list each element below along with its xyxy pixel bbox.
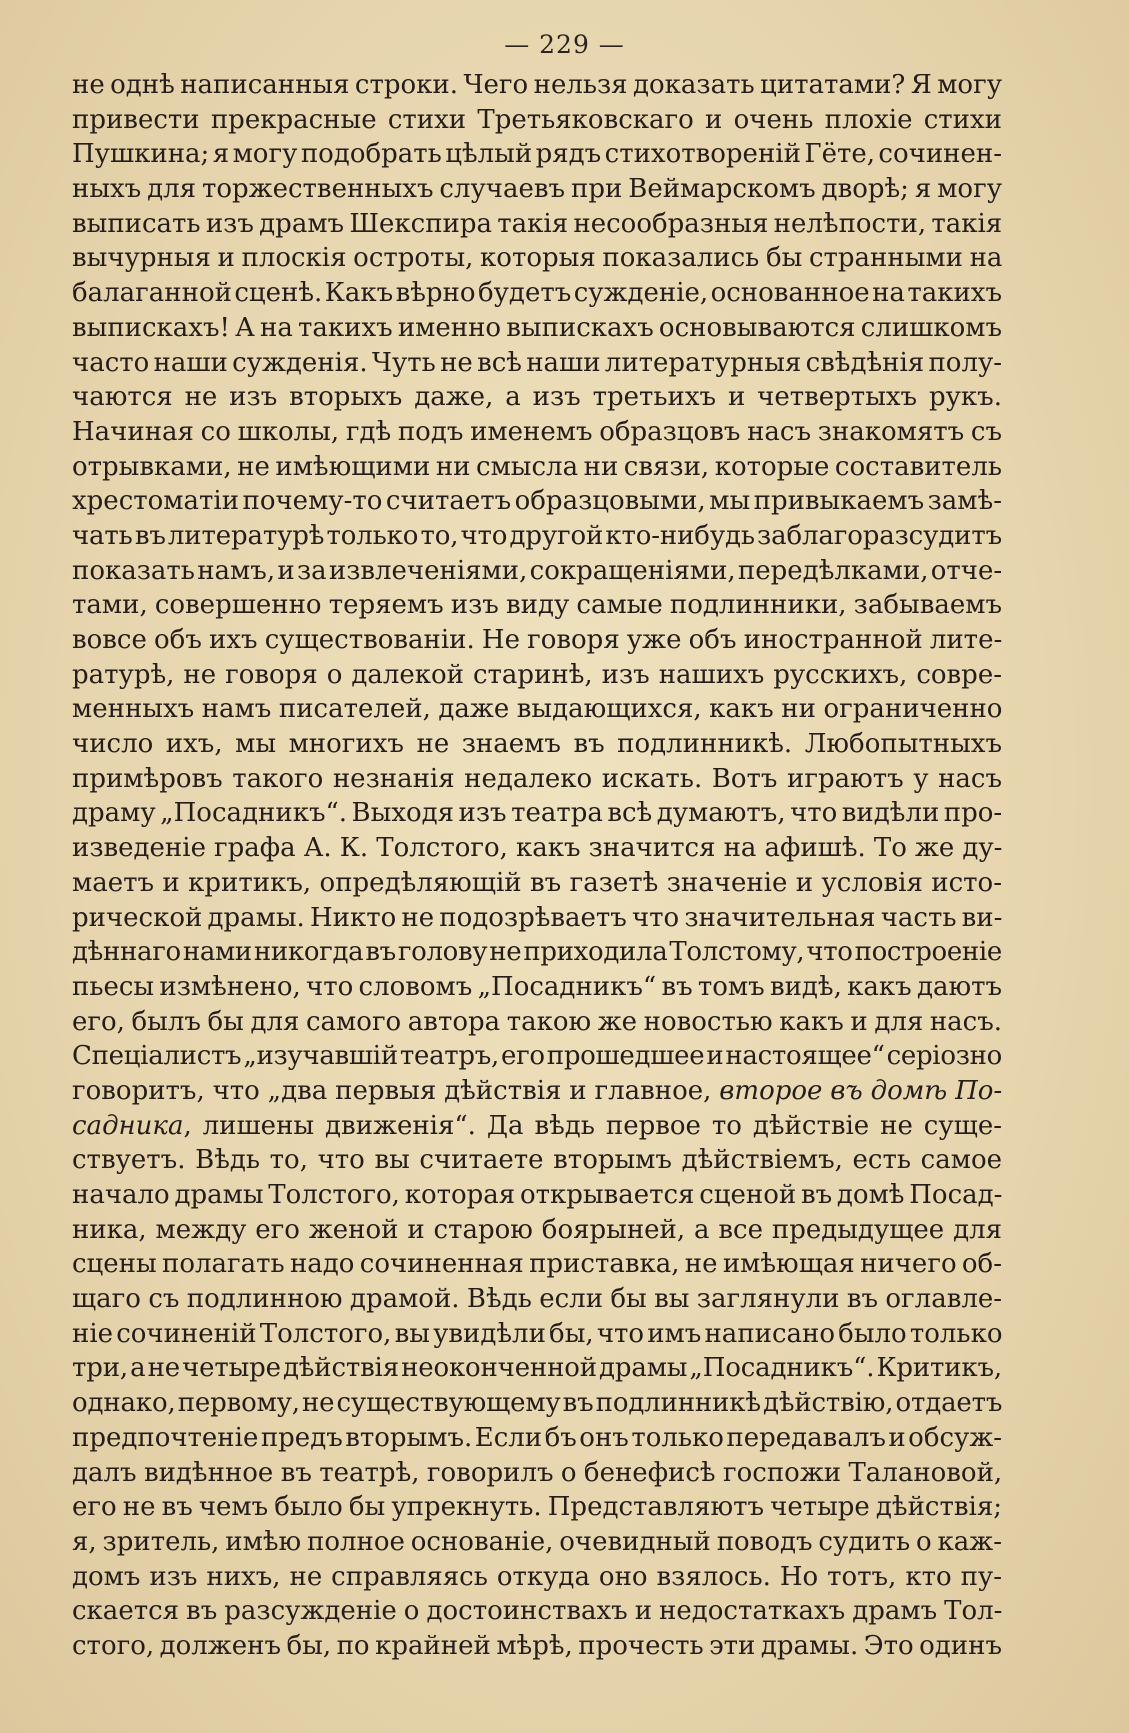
- text-line: сцены полагать надо сочиненная приставка, не имѣющая ничего об-: [72, 1249, 1002, 1280]
- text-line: изведеніе графа А. К. Толстого, какъ значится на афишѣ. То же ду-: [72, 833, 1002, 864]
- text-line: Начиная со школы, гдѣ подъ именемъ образцовъ насъ знакомятъ съ: [72, 416, 1002, 447]
- italic-segment: второе въ домѣ По-: [719, 1075, 1002, 1106]
- text-line: щаго съ подлинною драмой. Вѣдь если бы вы заглянули въ оглавле-: [72, 1284, 1002, 1315]
- text-line: его не въ чемъ было бы упрекнуть. Представляютъ четыре дѣйствія;: [72, 1492, 1002, 1523]
- body-text: [72, 68, 1002, 1664]
- text-line: драму „Посадникъ“. Выходя изъ театра всѣ думаютъ, что видѣли про-: [72, 798, 1002, 829]
- text-line: домъ изъ нихъ, не справляясь откуда оно взялось. Но тотъ, кто пу-: [72, 1561, 1002, 1592]
- text-line: выписать изъ драмъ Шекспира такія несообразныя нелѣпости, такія: [72, 208, 1002, 239]
- text-line: рической драмы. Никто не подозрѣваетъ что значительная часть ви-: [72, 902, 1002, 933]
- text-line: ника, между его женой и старою боярыней, а все предыдущее для: [72, 1214, 1002, 1245]
- text-line: пьесы измѣнено, что словомъ „Посадникъ“ въ томъ видѣ, какъ даютъ: [72, 971, 1002, 1002]
- text-line: я, зритель, имѣю полное основаніе, очевидный поводъ судить о каж-: [72, 1526, 1002, 1557]
- text-line-with-italic: [72, 1074, 1002, 1109]
- text-segment: говоритъ, что „два первыя дѣйствія и главное,: [72, 1075, 720, 1106]
- text-line: балаганной сценѣ. Какъ вѣрно будетъ сужденіе, основанное на такихъ: [72, 278, 1002, 309]
- text-line: предпочтеніе предъ вторымъ. Если бъ онъ только передавалъ и обсуж-: [72, 1422, 1002, 1453]
- text-line: чать въ литературѣ только то, что другой кто-нибудь заблагоразсудитъ: [72, 520, 1002, 551]
- text-line-with-italic: [72, 1109, 1002, 1144]
- text-line: начало драмы Толстого, которая открывается сценой въ домѣ Посад-: [72, 1180, 1002, 1210]
- page-number: — 229 —: [504, 30, 625, 59]
- text-line: стого, долженъ бы, по крайней мѣрѣ, прочесть эти драмы. Это одинъ: [72, 1630, 1002, 1661]
- text-line: привести прекрасные стихи Третьяковскаго и очень плохіе стихи: [72, 104, 1002, 135]
- text-line: вовсе объ ихъ существованіи. Не говоря уже объ иностранной лите-: [72, 625, 1002, 655]
- text-line: число ихъ, мы многихъ не знаемъ въ подлинникѣ. Любопытныхъ: [72, 729, 1002, 760]
- text-line: далъ видѣнное въ театрѣ, говорилъ о бенефисѣ госпожи Талановой,: [72, 1457, 1002, 1488]
- text-line: ратурѣ, не говоря о далекой старинѣ, изъ нашихъ русскихъ, совре-: [72, 659, 1002, 690]
- text-segment: , лишены движенія“. Да вѣдь первое то дѣйствіе не суще-: [183, 1110, 1002, 1141]
- italic-segment: садника: [72, 1110, 184, 1141]
- text-line: чаются не изъ вторыхъ даже, а изъ третьихъ и четвертыхъ рукъ.: [72, 382, 1002, 413]
- text-line: показать намъ, и за извлеченіями, сокращеніями, передѣлками, отче-: [72, 555, 1002, 586]
- text-line: однако, первому, не существующему въ подлинникѣ дѣйствію, отдаетъ: [72, 1388, 1002, 1419]
- text-line: Спеціалистъ „изучавшій театръ, его прошедшее и настоящее“ серіозно: [72, 1041, 1002, 1072]
- text-line: ствуетъ. Вѣдь то, что вы считаете вторымъ дѣйствіемъ, есть самое: [72, 1145, 1002, 1176]
- text-line: не однѣ написанныя строки. Чего нельзя доказать цитатами? Я могу: [72, 70, 1002, 100]
- text-line: три, а не четыре дѣйствія неоконченной драмы „Посадникъ“. Критикъ,: [72, 1353, 1002, 1384]
- text-line: выпискахъ! А на такихъ именно выпискахъ основываются слишкомъ: [72, 312, 1002, 343]
- text-line: менныхъ намъ писателей, даже выдающихся, какъ ни ограниченно: [72, 694, 1002, 725]
- text-line: маетъ и критикъ, опредѣляющій въ газетѣ значеніе и условія исто-: [72, 867, 1002, 898]
- text-line: хрестоматіи почему-то считаетъ образцовыми, мы привыкаемъ замѣ-: [72, 486, 1002, 517]
- text-line: примѣровъ такого незнанія недалеко искать. Вотъ играютъ у насъ: [72, 763, 1002, 794]
- text-line: скается въ разсужденіе о достоинствахъ и недостаткахъ драмъ Тол-: [72, 1596, 1002, 1627]
- text-line: вычурныя и плоскія остроты, которыя показались бы странными на: [72, 243, 1002, 274]
- text-line: ніе сочиненій Толстого, вы увидѣли бы, что имъ написано было только: [72, 1318, 1002, 1349]
- text-line: тами, совершенно теряемъ изъ виду самые подлинники, забываемъ: [72, 590, 1002, 621]
- text-line: ныхъ для торжественныхъ случаевъ при Веймарскомъ дворѣ; я могу: [72, 174, 1002, 205]
- text-line: дѣннаго нами никогда въ голову не приходила Толстому, что построеніе: [72, 937, 1002, 968]
- text-line: его, былъ бы для самого автора такою же новостью какъ и для насъ.: [72, 1006, 1002, 1037]
- text-line: часто наши сужденія. Чуть не всѣ наши литературныя свѣдѣнія полу-: [72, 347, 1002, 378]
- text-line: Пушкина; я могу подобрать цѣлый рядъ стихотвореній Гёте, сочинен-: [72, 139, 1002, 170]
- text-line: отрывками, не имѣющими ни смысла ни связи, которые составитель: [72, 451, 1002, 482]
